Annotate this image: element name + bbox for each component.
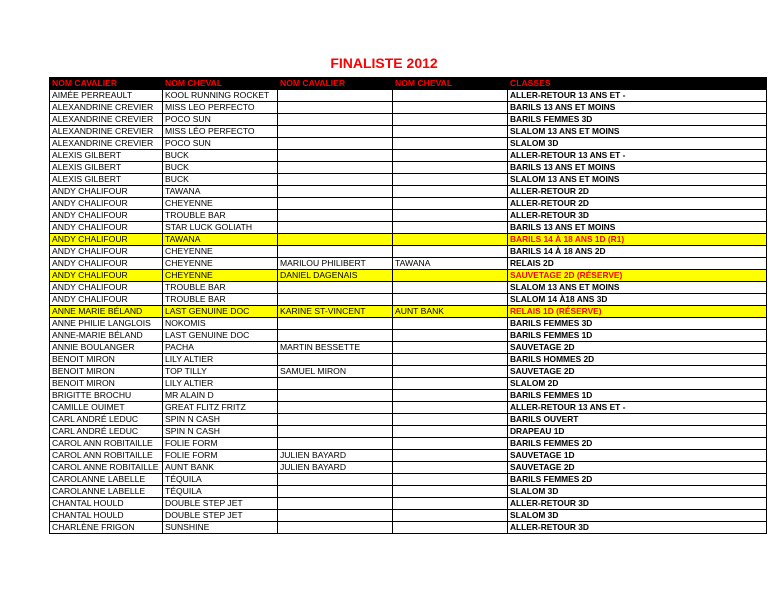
horse-2-cell bbox=[393, 126, 508, 138]
horse-2-cell bbox=[393, 426, 508, 438]
table-row bbox=[50, 270, 767, 282]
class-cell: ALLER-RETOUR 2D bbox=[508, 186, 767, 198]
rider-cell: BENOIT MIRON bbox=[50, 366, 163, 378]
horse-2-cell bbox=[393, 150, 508, 162]
rider-2-cell: SAMUEL MIRON bbox=[278, 366, 393, 378]
horse-cell: MISS LEO PERFECTO bbox=[163, 102, 278, 114]
rider-2-cell: MARILOU PHILIBERT bbox=[278, 258, 393, 270]
rider-2-cell bbox=[278, 102, 393, 114]
page-title: FINALISTE 2012 bbox=[330, 55, 438, 71]
rider-2-cell bbox=[278, 138, 393, 150]
class-cell: ALLER-RETOUR 3D bbox=[508, 522, 767, 534]
horse-2-cell bbox=[393, 174, 508, 186]
horse-2-cell bbox=[393, 222, 508, 234]
horse-2-cell bbox=[393, 498, 508, 510]
horse-cell: CHEYENNE bbox=[163, 246, 278, 258]
horse-2-cell bbox=[393, 246, 508, 258]
rider-2-cell bbox=[278, 510, 393, 522]
horse-2-cell bbox=[393, 186, 508, 198]
table-row bbox=[50, 366, 767, 378]
rider-2-cell bbox=[278, 414, 393, 426]
horse-2-cell bbox=[393, 138, 508, 150]
table-row bbox=[50, 282, 767, 294]
table-row bbox=[50, 438, 767, 450]
rider-cell: BENOIT MIRON bbox=[50, 378, 163, 390]
rider-cell: ANDY CHALIFOUR bbox=[50, 294, 163, 306]
rider-2-cell bbox=[278, 498, 393, 510]
class-cell: BARILS FEMMES 1D bbox=[508, 390, 767, 402]
horse-2-cell bbox=[393, 438, 508, 450]
rider-2-cell bbox=[278, 186, 393, 198]
rider-cell: CHARLÈNE FRIGON bbox=[50, 522, 163, 534]
horse-2-cell bbox=[393, 114, 508, 126]
class-cell: BARILS 13 ANS ET MOINS bbox=[508, 162, 767, 174]
class-cell: SLALOM 3D bbox=[508, 138, 767, 150]
horse-2-cell bbox=[393, 294, 508, 306]
horse-2-cell bbox=[393, 486, 508, 498]
horse-cell: BUCK bbox=[163, 174, 278, 186]
header-rider-2: NOM CAVALIER bbox=[278, 78, 393, 90]
class-cell: ALLER-RETOUR 13 ANS ET - bbox=[508, 402, 767, 414]
table-row bbox=[50, 378, 767, 390]
rider-2-cell bbox=[278, 390, 393, 402]
rider-cell: AIMÉE PERREAULT bbox=[50, 90, 163, 102]
class-cell: SLALOM 13 ANS ET MOINS bbox=[508, 126, 767, 138]
rider-cell: BENOIT MIRON bbox=[50, 354, 163, 366]
horse-cell: LILY ALTIER bbox=[163, 354, 278, 366]
class-cell: BARILS FEMMES 3D bbox=[508, 318, 767, 330]
rider-2-cell bbox=[278, 438, 393, 450]
horse-cell: SPIN N CASH bbox=[163, 426, 278, 438]
rider-2-cell bbox=[278, 330, 393, 342]
horse-cell: DOUBLE STEP JET bbox=[163, 498, 278, 510]
rider-cell: ALEXIS GILBERT bbox=[50, 162, 163, 174]
table-row bbox=[50, 90, 767, 102]
rider-cell: ALEXANDRINE CREVIER bbox=[50, 114, 163, 126]
rider-cell: CAROLANNE LABELLE bbox=[50, 486, 163, 498]
horse-2-cell bbox=[393, 234, 508, 246]
horse-cell: TÉQUILA bbox=[163, 486, 278, 498]
horse-cell: TAWANA bbox=[163, 234, 278, 246]
class-cell: SAUVETAGE 2D bbox=[508, 366, 767, 378]
rider-cell: ALEXIS GILBERT bbox=[50, 150, 163, 162]
table-row bbox=[50, 474, 767, 486]
rider-2-cell: DANIEL DAGENAIS bbox=[278, 270, 393, 282]
horse-cell: TOP TILLY bbox=[163, 366, 278, 378]
class-cell: SLALOM 3D bbox=[508, 510, 767, 522]
horse-2-cell: TAWANA bbox=[393, 258, 508, 270]
rider-cell: ANDY CHALIFOUR bbox=[50, 222, 163, 234]
table-row bbox=[50, 210, 767, 222]
rider-2-cell: JULIEN BAYARD bbox=[278, 462, 393, 474]
class-cell: RELAIS 1D (RÉSERVE) bbox=[508, 306, 767, 318]
finalists-table bbox=[49, 77, 767, 534]
horse-2-cell bbox=[393, 510, 508, 522]
rider-2-cell bbox=[278, 354, 393, 366]
horse-2-cell bbox=[393, 378, 508, 390]
horse-2-cell bbox=[393, 366, 508, 378]
rider-cell: ALEXIS GILBERT bbox=[50, 174, 163, 186]
table-row bbox=[50, 330, 767, 342]
table-row bbox=[50, 258, 767, 270]
horse-cell: FOLIE FORM bbox=[163, 438, 278, 450]
class-cell: ALLER-RETOUR 2D bbox=[508, 198, 767, 210]
horse-cell: LILY ALTIER bbox=[163, 378, 278, 390]
rider-2-cell bbox=[278, 210, 393, 222]
class-cell: ALLER-RETOUR 13 ANS ET - bbox=[508, 150, 767, 162]
rider-cell: BRIGITTE BROCHU bbox=[50, 390, 163, 402]
table-header-row bbox=[50, 78, 767, 90]
class-cell: BARILS 14 À 18 ANS 2D bbox=[508, 246, 767, 258]
class-cell: BARILS 13 ANS ET MOINS bbox=[508, 222, 767, 234]
rider-cell: CARL ANDRÉ LEDUC bbox=[50, 426, 163, 438]
rider-2-cell bbox=[278, 378, 393, 390]
rider-cell: ALEXANDRINE CREVIER bbox=[50, 102, 163, 114]
horse-cell: TROUBLE BAR bbox=[163, 294, 278, 306]
rider-cell: ANDY CHALIFOUR bbox=[50, 246, 163, 258]
class-cell: SLALOM 2D bbox=[508, 378, 767, 390]
class-cell: BARILS OUVERT bbox=[508, 414, 767, 426]
table-row bbox=[50, 186, 767, 198]
rider-cell: ANDY CHALIFOUR bbox=[50, 270, 163, 282]
horse-2-cell bbox=[393, 342, 508, 354]
rider-2-cell: KARINE ST-VINCENT bbox=[278, 306, 393, 318]
horse-cell: GREAT FLITZ FRITZ bbox=[163, 402, 278, 414]
class-cell: BARILS FEMMES 1D bbox=[508, 330, 767, 342]
class-cell: SAUVETAGE 2D bbox=[508, 462, 767, 474]
rider-cell: ANDY CHALIFOUR bbox=[50, 258, 163, 270]
horse-cell: LAST GENUINE DOC bbox=[163, 330, 278, 342]
horse-2-cell bbox=[393, 462, 508, 474]
rider-2-cell bbox=[278, 426, 393, 438]
header-rider: NOM CAVALIER bbox=[50, 78, 163, 90]
rider-cell: ANNE MARIE BÉLAND bbox=[50, 306, 163, 318]
horse-cell: TROUBLE BAR bbox=[163, 210, 278, 222]
table-row bbox=[50, 162, 767, 174]
horse-cell: PACHA bbox=[163, 342, 278, 354]
rider-2-cell bbox=[278, 522, 393, 534]
class-cell: BARILS FEMMES 2D bbox=[508, 474, 767, 486]
table-row bbox=[50, 462, 767, 474]
rider-2-cell bbox=[278, 234, 393, 246]
table-row bbox=[50, 294, 767, 306]
horse-cell: SUNSHINE bbox=[163, 522, 278, 534]
horse-cell: TROUBLE BAR bbox=[163, 282, 278, 294]
table-row bbox=[50, 354, 767, 366]
rider-2-cell: JULIEN BAYARD bbox=[278, 450, 393, 462]
class-cell: DRAPEAU 1D bbox=[508, 426, 767, 438]
horse-cell: POCO SUN bbox=[163, 138, 278, 150]
class-cell: ALLER-RETOUR 3D bbox=[508, 498, 767, 510]
horse-cell: STAR LUCK GOLIATH bbox=[163, 222, 278, 234]
rider-2-cell bbox=[278, 474, 393, 486]
table-row bbox=[50, 318, 767, 330]
table-row bbox=[50, 402, 767, 414]
horse-2-cell bbox=[393, 162, 508, 174]
class-cell: ALLER-RETOUR 13 ANS ET - bbox=[508, 90, 767, 102]
class-cell: BARILS 14 À 18 ANS 1D (R1) bbox=[508, 234, 767, 246]
table-row bbox=[50, 450, 767, 462]
table-row bbox=[50, 138, 767, 150]
rider-cell: CAROL ANN ROBITAILLE bbox=[50, 450, 163, 462]
table-row bbox=[50, 234, 767, 246]
horse-cell: MR ALAIN D bbox=[163, 390, 278, 402]
horse-2-cell bbox=[393, 402, 508, 414]
rider-cell: CARL ANDRÉ LEDUC bbox=[50, 414, 163, 426]
horse-cell: BUCK bbox=[163, 162, 278, 174]
rider-2-cell bbox=[278, 318, 393, 330]
rider-cell: ANNE PHILIE LANGLOIS bbox=[50, 318, 163, 330]
horse-2-cell bbox=[393, 390, 508, 402]
horse-cell: MISS LÉO PERFECTO bbox=[163, 126, 278, 138]
class-cell: SAUVETAGE 1D bbox=[508, 450, 767, 462]
horse-cell: CHEYENNE bbox=[163, 270, 278, 282]
horse-cell: LAST GENUINE DOC bbox=[163, 306, 278, 318]
rider-2-cell bbox=[278, 246, 393, 258]
horse-2-cell bbox=[393, 354, 508, 366]
rider-cell: ANNE-MARIE BÉLAND bbox=[50, 330, 163, 342]
table-row bbox=[50, 306, 767, 318]
horse-cell: TAWANA bbox=[163, 186, 278, 198]
table-row bbox=[50, 426, 767, 438]
rider-cell: CAROL ANNE ROBITAILLE bbox=[50, 462, 163, 474]
horse-cell: POCO SUN bbox=[163, 114, 278, 126]
rider-2-cell bbox=[278, 162, 393, 174]
horse-cell: SPIN N CASH bbox=[163, 414, 278, 426]
rider-cell: ANNIE BOULANGER bbox=[50, 342, 163, 354]
class-cell: SLALOM 14 À18 ANS 3D bbox=[508, 294, 767, 306]
horse-2-cell bbox=[393, 330, 508, 342]
horse-2-cell bbox=[393, 90, 508, 102]
table-row bbox=[50, 522, 767, 534]
rider-cell: CHANTAL HOULD bbox=[50, 510, 163, 522]
horse-cell: TÉQUILA bbox=[163, 474, 278, 486]
header-classes: CLASSES bbox=[508, 78, 767, 90]
table-row bbox=[50, 150, 767, 162]
rider-cell: ANDY CHALIFOUR bbox=[50, 198, 163, 210]
class-cell: SAUVETAGE 2D bbox=[508, 342, 767, 354]
rider-cell: ANDY CHALIFOUR bbox=[50, 186, 163, 198]
class-cell: SLALOM 13 ANS ET MOINS bbox=[508, 174, 767, 186]
rider-2-cell bbox=[278, 486, 393, 498]
rider-2-cell bbox=[278, 174, 393, 186]
horse-cell: DOUBLE STEP JET bbox=[163, 510, 278, 522]
horse-2-cell bbox=[393, 474, 508, 486]
horse-cell: CHEYENNE bbox=[163, 198, 278, 210]
table-row bbox=[50, 222, 767, 234]
header-horse: NOM CHEVAL bbox=[163, 78, 278, 90]
header-horse-2: NOM CHEVAL bbox=[393, 78, 508, 90]
horse-2-cell bbox=[393, 198, 508, 210]
table-row bbox=[50, 102, 767, 114]
horse-2-cell: AUNT BANK bbox=[393, 306, 508, 318]
table-row bbox=[50, 486, 767, 498]
rider-cell: ANDY CHALIFOUR bbox=[50, 210, 163, 222]
table-row bbox=[50, 510, 767, 522]
rider-2-cell bbox=[278, 150, 393, 162]
rider-2-cell bbox=[278, 90, 393, 102]
rider-cell: CAMILLE OUIMET bbox=[50, 402, 163, 414]
rider-cell: ALEXANDRINE CREVIER bbox=[50, 126, 163, 138]
horse-2-cell bbox=[393, 210, 508, 222]
horse-2-cell bbox=[393, 450, 508, 462]
table-row bbox=[50, 126, 767, 138]
rider-2-cell bbox=[278, 402, 393, 414]
rider-cell: CHANTAL HOULD bbox=[50, 498, 163, 510]
class-cell: RELAIS 2D bbox=[508, 258, 767, 270]
rider-2-cell bbox=[278, 222, 393, 234]
table-row bbox=[50, 174, 767, 186]
table-row bbox=[50, 414, 767, 426]
horse-2-cell bbox=[393, 522, 508, 534]
class-cell: SAUVETAGE 2D (RÉSERVE) bbox=[508, 270, 767, 282]
horse-cell: BUCK bbox=[163, 150, 278, 162]
table-row bbox=[50, 198, 767, 210]
rider-2-cell bbox=[278, 294, 393, 306]
class-cell: BARILS 13 ANS ET MOINS bbox=[508, 102, 767, 114]
table-row bbox=[50, 498, 767, 510]
class-cell: BARILS HOMMES 2D bbox=[508, 354, 767, 366]
rider-cell: ANDY CHALIFOUR bbox=[50, 282, 163, 294]
rider-2-cell bbox=[278, 126, 393, 138]
rider-cell: ANDY CHALIFOUR bbox=[50, 234, 163, 246]
class-cell: BARILS FEMMES 3D bbox=[508, 114, 767, 126]
horse-2-cell bbox=[393, 414, 508, 426]
class-cell: SLALOM 3D bbox=[508, 486, 767, 498]
horse-2-cell bbox=[393, 282, 508, 294]
table-row bbox=[50, 342, 767, 354]
horse-2-cell bbox=[393, 270, 508, 282]
table-row bbox=[50, 390, 767, 402]
rider-cell: CAROL ANN ROBITAILLE bbox=[50, 438, 163, 450]
horse-cell: NOKOMIS bbox=[163, 318, 278, 330]
class-cell: ALLER-RETOUR 3D bbox=[508, 210, 767, 222]
rider-2-cell: MARTIN BESSETTE bbox=[278, 342, 393, 354]
table-row bbox=[50, 246, 767, 258]
rider-2-cell bbox=[278, 282, 393, 294]
class-cell: SLALOM 13 ANS ET MOINS bbox=[508, 282, 767, 294]
rider-2-cell bbox=[278, 114, 393, 126]
horse-2-cell bbox=[393, 318, 508, 330]
horse-cell: AUNT BANK bbox=[163, 462, 278, 474]
rider-2-cell bbox=[278, 198, 393, 210]
horse-cell: KOOL RUNNING ROCKET bbox=[163, 90, 278, 102]
rider-cell: ALEXANDRINE CREVIER bbox=[50, 138, 163, 150]
table-row bbox=[50, 114, 767, 126]
rider-cell: CAROLANNE LABELLE bbox=[50, 474, 163, 486]
horse-cell: FOLIE FORM bbox=[163, 450, 278, 462]
horse-cell: CHEYENNE bbox=[163, 258, 278, 270]
class-cell: BARILS FEMMES 2D bbox=[508, 438, 767, 450]
horse-2-cell bbox=[393, 102, 508, 114]
